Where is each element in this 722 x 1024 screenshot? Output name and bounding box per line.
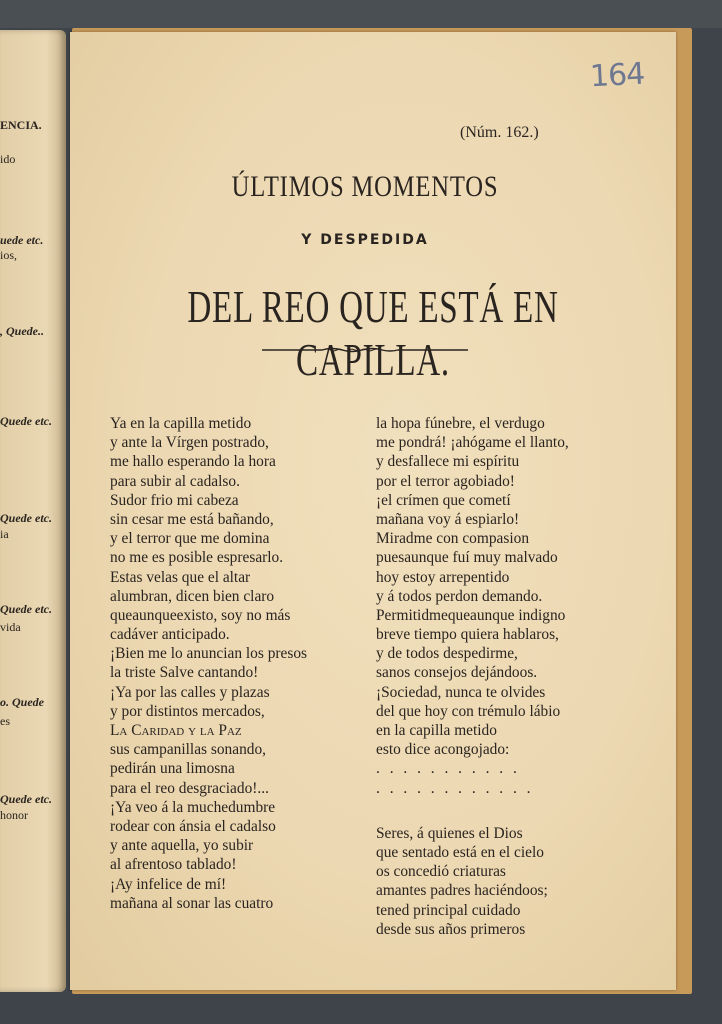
verse-line: Seres, á quienes el Dios bbox=[376, 824, 523, 842]
verse-line: La Caridad y la Paz bbox=[110, 722, 242, 739]
verse-line: tened principal cuidado bbox=[376, 901, 521, 919]
verse-line: para el reo desgraciado!... bbox=[110, 779, 269, 797]
left-page-fragment: ENCIA. bbox=[0, 118, 42, 132]
verse-line: amantes padres haciéndoos; bbox=[376, 882, 548, 900]
left-page-fragment: ido bbox=[0, 152, 16, 166]
sheet-number: (Núm. 162.) bbox=[460, 124, 539, 141]
verse-line: mañana al sonar las cuatro bbox=[110, 894, 274, 912]
verse-line: mañana voy á espiarlo! bbox=[376, 510, 520, 528]
verse-line: os concedió criaturas bbox=[376, 863, 506, 881]
handwritten-page-number: 164 bbox=[589, 56, 646, 95]
verse-line: la triste Salve cantando! bbox=[110, 664, 259, 682]
title-line-3: DEL REO QUE ESTÁ EN CAPILLA. bbox=[187, 281, 559, 385]
verse-line: Ya en la capilla metido bbox=[110, 415, 252, 432]
verse-line: Permitidmequeaunque indigno bbox=[376, 606, 566, 624]
verse-line: me pondrá! ¡ahógame el llanto, bbox=[376, 434, 569, 452]
left-page-fragment: o. Quede bbox=[0, 695, 44, 709]
verse-line: y por distintos mercados, bbox=[110, 702, 265, 720]
verse-line: y á todos perdon demando. bbox=[376, 587, 543, 605]
right-column-verses-b bbox=[376, 824, 626, 939]
verse-line: y desfallece mi espíritu bbox=[376, 453, 520, 471]
verse-line: no me es posible espresarlo. bbox=[110, 549, 284, 567]
stanza-gap bbox=[376, 798, 626, 824]
verse-line: Miradme con compasion bbox=[376, 530, 530, 548]
verse-line: del que hoy con trémulo lábio bbox=[376, 702, 561, 720]
scan-background bbox=[0, 0, 722, 28]
dots-row-2: . . . . . . . . . . . . bbox=[376, 779, 534, 797]
title-line-2: Y DESPEDIDA bbox=[301, 232, 429, 248]
verse-line: para subir al cadalso. bbox=[110, 472, 240, 490]
left-page-edge bbox=[0, 30, 66, 992]
dots-row-1: . . . . . . . . . . . bbox=[376, 760, 520, 778]
left-page-fragment: Quede etc. bbox=[0, 511, 52, 525]
verse-line: Sudor frio mi cabeza bbox=[110, 491, 239, 509]
verse-line: breve tiempo quiera hablaros, bbox=[376, 626, 559, 644]
verse-line: hoy estoy arrepentido bbox=[376, 568, 510, 586]
verse-line: la hopa fúnebre, el verdugo bbox=[376, 415, 545, 432]
verse-line: y de todos despedirme, bbox=[376, 645, 518, 663]
left-page-fragment: , Quede.. bbox=[0, 324, 44, 338]
title-line-1: ÚLTIMOS MOMENTOS bbox=[231, 170, 499, 203]
verse-line: sanos consejos dejándoos. bbox=[376, 664, 538, 682]
right-column-verses-a bbox=[376, 414, 626, 759]
verse-line: y ante aquella, yo subir bbox=[110, 837, 254, 855]
left-page-fragment: honor bbox=[0, 808, 28, 822]
verse-line: ¡Sociedad, nunca te olvides bbox=[376, 683, 546, 701]
verse-line: cadáver anticipado. bbox=[110, 626, 230, 644]
verse-line: alumbran, dicen bien claro bbox=[110, 587, 275, 605]
left-page-fragment: es bbox=[0, 714, 10, 728]
verse-line: desde sus años primeros bbox=[376, 920, 526, 938]
verse-line: ¡Ya por las calles y plazas bbox=[110, 683, 270, 701]
verse-line: me hallo esperando la hora bbox=[110, 453, 276, 471]
verse-line: queaunqueexisto, soy no más bbox=[110, 606, 291, 624]
verse-line: ¡Bien me lo anuncian los presos bbox=[110, 645, 308, 663]
left-page-fragment: Quede etc. bbox=[0, 602, 52, 616]
left-page-fragment: vida bbox=[0, 620, 21, 634]
verse-line: sin cesar me está bañando, bbox=[110, 510, 274, 528]
verse-line: en la capilla metido bbox=[376, 722, 497, 739]
verse-line: Estas velas que el altar bbox=[110, 568, 251, 586]
verse-line: ¡el crímen que cometí bbox=[376, 491, 511, 509]
verse-line: que sentado está en el cielo bbox=[376, 843, 544, 861]
left-column bbox=[110, 414, 360, 913]
verse-line: y el terror que me domina bbox=[110, 530, 270, 548]
left-page-fragment: Quede etc. bbox=[0, 414, 52, 428]
left-page-fragment: uede etc. bbox=[0, 233, 44, 247]
verse-line: y ante la Vírgen postrado, bbox=[110, 434, 269, 452]
verse-line: por el terror agobiado! bbox=[376, 472, 515, 490]
verse-line: sus campanillas sonando, bbox=[110, 741, 267, 759]
verse-line: rodear con ánsia el cadalso bbox=[110, 817, 276, 835]
left-page-fragment: Quede etc. bbox=[0, 792, 52, 806]
verse-line: ¡Ay infelice de mí! bbox=[110, 875, 227, 893]
left-page-fragment: ia bbox=[0, 527, 9, 541]
document-page bbox=[70, 32, 676, 990]
verse-line: pedirán una limosna bbox=[110, 760, 235, 778]
ornamental-rule bbox=[262, 346, 468, 354]
verse-line: ¡Ya veo á la muchedumbre bbox=[110, 798, 276, 816]
right-column bbox=[376, 414, 626, 939]
verse-line: al afrentoso tablado! bbox=[110, 856, 237, 874]
verse-line: esto dice acongojado: bbox=[376, 741, 510, 759]
verse-line: puesaunque fuí muy malvado bbox=[376, 549, 558, 567]
left-page-fragment: ios, bbox=[0, 248, 18, 262]
